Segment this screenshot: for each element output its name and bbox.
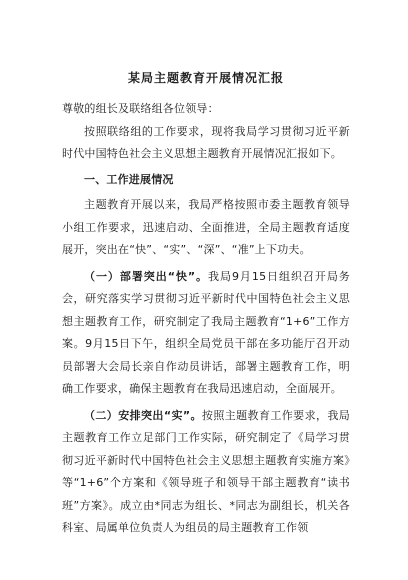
subsection-body-1: 我局9月15日组织召开局务会，研究落实学习贯彻习近平新时代中国特色社会主义思想主题教育工作，研究制定了我局主题教育“1+6”工作方案。9月15日下午，组织全局党员干部在多功能厅召开动员部署大会局长亲自作动员讲话，部署主题教育工作，明确工作要求，确保主题教育在我局迅速启动，全面展开。	[62, 269, 350, 395]
subsection-lead-2: （二）安排突出“实”。	[84, 408, 202, 422]
salutation: 尊敬的组长及联络组各位领导：	[62, 102, 219, 115]
subsection-body-2: 按照主题教育工作要求，我局主题教育工作立足部门工作实际，研究制定了《局学习贯彻习近平新时代中国特色社会主义思想主题教育实施方案》等“1+6”个方案和《领导班子和领导干部主题教育“读书班”方案》。成立由*同志为组长、*同志为副组长，机关各科室、局属单位负责人为组员的局主题教育工作领	[62, 408, 350, 534]
subsection-paragraph-1	[62, 266, 350, 401]
section-paragraph: 主题教育开展以来，我局严格按照市委主题教育领导小组工作要求，迅速启动、全面推进，全局主题教育适度展开，突出在“快”、“实”、“深”、“准”上下功夫。	[62, 198, 350, 256]
intro-paragraph: 按照联络组的工作要求，现将我局学习贯彻习近平新时代中国特色社会主义思想主题教育开展情况汇报如下。	[62, 124, 350, 160]
subsection-paragraph-2	[62, 405, 350, 540]
section-heading: 一、工作进展情况	[84, 172, 174, 186]
document-title: 某局主题教育开展情况汇报	[127, 71, 284, 85]
subsection-lead-1: （一）部署突出“快”。	[84, 269, 209, 283]
